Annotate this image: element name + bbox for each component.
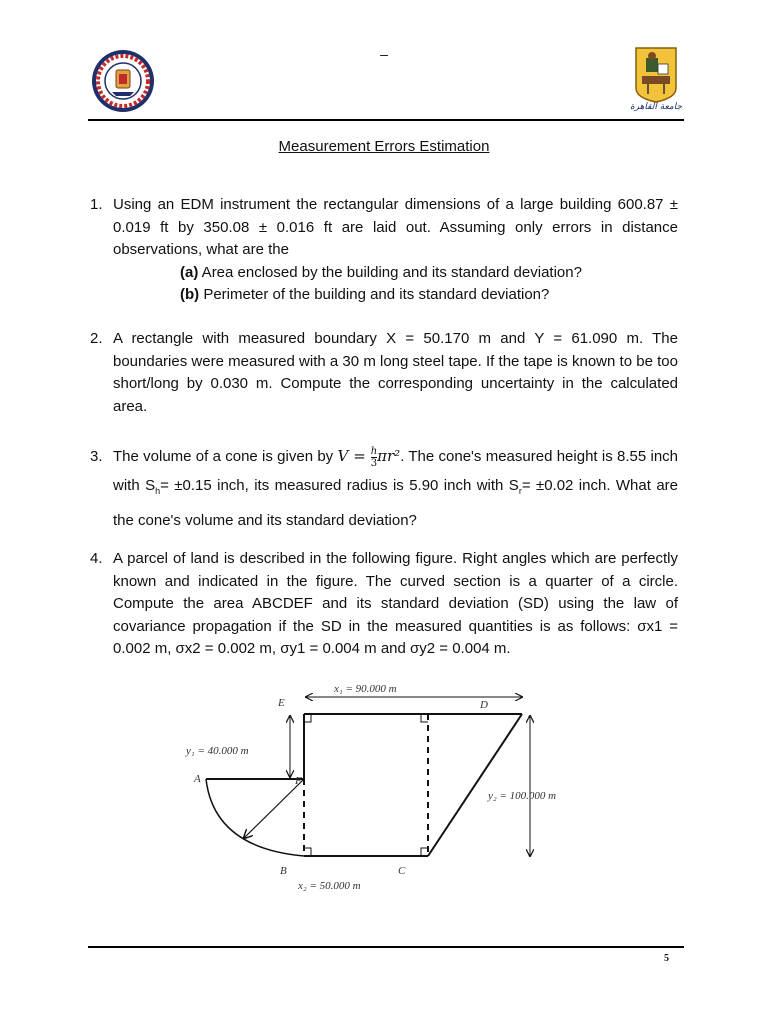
question-text: A rectangle with measured boundary X = 50.170 m and Y = 61.090 m. The boundaries were measured with a 30 m long steel tape. If the tape is known to be too short/long by 0.030 m. Compute the corresponding uncertainty in the calculated area.	[113, 330, 678, 415]
footer-rule	[88, 946, 684, 948]
y1-label: y₁ = 40.000 m	[186, 745, 249, 757]
university-logo-caption: جامعة القاهرة	[629, 102, 683, 112]
part-text: Area enclosed by the building and its standard deviation?	[198, 264, 582, 281]
question-text: Using an EDM instrument the rectangular dimensions of a large building 600.87 ± 0.019 ft by 350.08 ± 0.016 ft are laid out. Assuming only errors in distance observations, what are the	[113, 196, 678, 258]
question-text-part: The volume of a cone is given by	[113, 448, 338, 465]
question-2	[90, 328, 678, 418]
x1-label: x₁ = 90.000 m	[334, 683, 397, 695]
question-3	[90, 442, 678, 535]
point-c-label: C	[398, 865, 406, 877]
question-text: A parcel of land is described in the following figure. Right angles which are perfectly known and indicated in the figure. The curved section is a quarter of a circle. Compute the area ABCDEF and its standard deviation (SD) using the law of covariance propagation if the SD in the measured quantities is as follows: σx1 = 0.002 m, σx2 = 0.002 m, σy1 = 0.004 m and σy2 = 0.004 m.	[113, 550, 678, 657]
subscript-r: r	[518, 486, 522, 496]
question-text-part: = ±0.15 inch, its measured radius is 5.90 inch with S	[160, 477, 519, 494]
formula-denominator: 3	[370, 457, 378, 469]
question-text-part: . The cone's measured height is 8.55 inch with S	[113, 448, 679, 494]
question-number: 2.	[90, 330, 103, 347]
x2-label: x₂ = 50.000 m	[298, 880, 361, 892]
question-4	[90, 548, 678, 661]
point-d-label: D	[480, 699, 488, 711]
point-e-label: E	[278, 697, 285, 709]
point-a-label: A	[194, 773, 201, 785]
question-text	[113, 442, 678, 535]
header-rule	[88, 119, 684, 121]
formula-numerator: h	[370, 445, 378, 457]
header-mark: –	[380, 46, 388, 62]
question-text-part: = ±0.02 inch. What are the cone's volume and its standard deviation?	[113, 477, 678, 529]
formula-lhs: V =	[337, 447, 371, 465]
part-label: (b)	[180, 286, 200, 303]
page-number: 5	[664, 953, 669, 964]
point-b-label: B	[280, 865, 287, 877]
subscript-h: h	[155, 486, 161, 496]
question-1-part-a	[180, 262, 582, 285]
arc-A-B	[206, 779, 304, 856]
engineering-faculty-seal-icon	[90, 48, 156, 114]
formula-rest: πr²	[377, 447, 401, 465]
point-f-label: F	[295, 775, 302, 787]
edge-C-D	[428, 714, 522, 856]
part-text: Perimeter of the building and its standard deviation?	[199, 286, 550, 303]
question-1-part-b	[180, 284, 549, 307]
cairo-university-logo-icon	[628, 44, 684, 116]
part-label: (a)	[180, 264, 199, 281]
page-title: Measurement Errors Estimation	[278, 138, 490, 155]
radius-arrow	[244, 779, 304, 838]
question-number: 3.	[90, 448, 103, 465]
question-number: 4.	[90, 550, 103, 567]
question-number: 1.	[90, 196, 103, 213]
y2-label: y₂ = 100.000 m	[488, 790, 557, 802]
question-1	[90, 194, 678, 262]
parcel-figure	[170, 676, 590, 896]
